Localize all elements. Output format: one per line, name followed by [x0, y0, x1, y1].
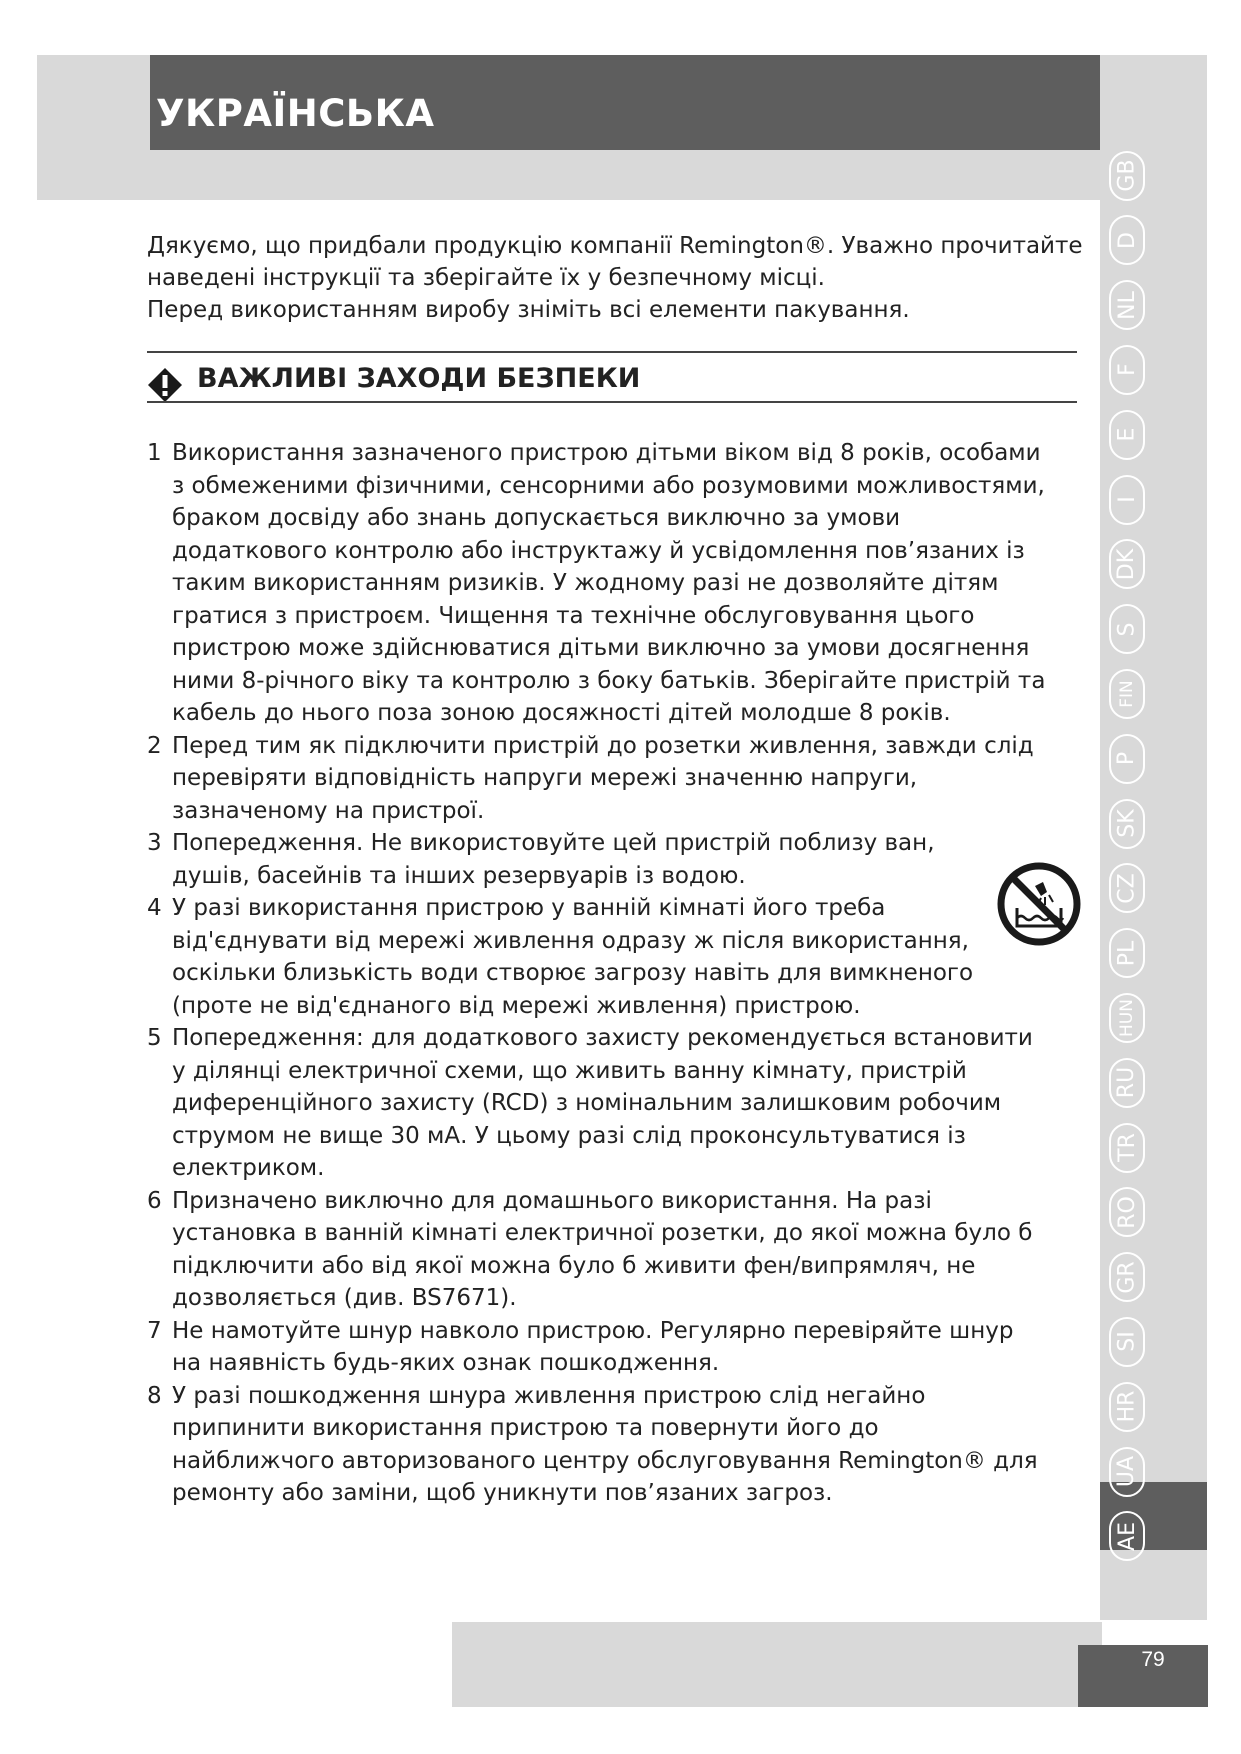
intro-text: [147, 230, 1097, 326]
language-tab-outline: [1109, 863, 1145, 913]
language-tab-dk[interactable]: [1107, 537, 1147, 592]
warning-diamond-icon: [147, 367, 183, 403]
language-tab-gb[interactable]: [1107, 148, 1147, 203]
language-tab-outline: [1109, 1317, 1145, 1367]
language-tab-hr[interactable]: [1107, 1379, 1147, 1434]
language-tab-label: HR: [1114, 1390, 1140, 1423]
item-text: Перед тим як підключити пристрій до розетки живлення, завжди слід перевіряти відповідність напруги мережі значенню напруги, зазначеному на пристрої.: [172, 732, 1034, 824]
language-tab-ro[interactable]: [1107, 1185, 1147, 1240]
language-tab-label: SK: [1114, 809, 1140, 838]
language-tab-outline: [1109, 475, 1145, 525]
list-item: [147, 892, 1047, 1022]
language-tab-label: S: [1114, 622, 1140, 637]
language-tab-label: SI: [1114, 1331, 1140, 1353]
language-tab-label: HUN: [1117, 998, 1138, 1037]
language-tab-outline: [1109, 280, 1145, 330]
language-tab-label: RO: [1114, 1195, 1140, 1229]
section-divider-bottom: [147, 401, 1077, 403]
no-bath-water-icon: [995, 860, 1083, 948]
language-tab-outline: [1109, 734, 1145, 784]
item-text: Не намотуйте шнур навколо пристрою. Регулярно перевіряйте шнур на наявність будь-яких ознак пошкодження.: [172, 1317, 1014, 1376]
item-text: Призначено виключно для домашнього використання. На разі установка в ванній кімнаті електричної розетки, до якої можна було б підключити або від якої можна було б живити фен/випрямляч, не дозволяється (див. BS7671).: [172, 1187, 1033, 1311]
item-number: 4: [147, 895, 162, 921]
language-tab-label: I: [1114, 496, 1140, 503]
language-tab-label: F: [1114, 363, 1140, 377]
item-number: 3: [147, 830, 162, 856]
item-number: 6: [147, 1187, 162, 1214]
language-tab-outline: [1109, 345, 1145, 395]
list-item: [147, 1380, 1047, 1510]
language-tab-s[interactable]: [1107, 602, 1147, 657]
footer-band: [452, 1622, 1102, 1707]
item-number: 8: [147, 1382, 162, 1409]
item-number: 1: [147, 440, 162, 466]
item-number: 2: [147, 732, 162, 759]
language-tab-label: NL: [1114, 290, 1140, 320]
language-tab-outline: [1109, 1382, 1145, 1432]
language-tab-outline: [1109, 215, 1145, 265]
item-text: У разі пошкодження шнура живлення пристрою слід негайно припинити використання пристрою та повернути його до найближчого авторизованого центру обслуговування Remington® для ремонту або заміни, щоб уникнути пов’язаних загроз.: [172, 1382, 1038, 1506]
language-tab-outline: [1109, 539, 1145, 589]
section-divider-top: [147, 351, 1077, 353]
language-tab-outline: [1109, 1123, 1145, 1173]
language-tab-outline: [1109, 1511, 1145, 1561]
language-tab-outline: [1109, 1058, 1145, 1108]
language-tab-outline: [1109, 1252, 1145, 1302]
page-title: УКРАЇНСЬКА: [156, 92, 435, 135]
list-item: [147, 1315, 1047, 1380]
language-tab-i[interactable]: [1107, 472, 1147, 527]
language-tab-outline: [1109, 1187, 1145, 1237]
language-tab-outline: [1109, 993, 1145, 1043]
language-tab-label: TR: [1114, 1133, 1140, 1162]
safety-list: [147, 437, 1047, 1510]
language-tab-sk[interactable]: [1107, 796, 1147, 851]
language-tab-p[interactable]: [1107, 731, 1147, 786]
intro-line: Перед використанням виробу зніміть всі елементи пакування.: [147, 297, 910, 323]
language-tab-d[interactable]: [1107, 213, 1147, 268]
language-tab-nl[interactable]: [1107, 278, 1147, 333]
language-tab-fin[interactable]: [1107, 666, 1147, 721]
item-text: Попередження. Не використовуйте цей пристрій поблизу ван, душів, басейнів та інших резервуарів із водою.: [172, 830, 935, 889]
language-tab-label: PL: [1114, 940, 1140, 966]
language-tab-ae[interactable]: [1107, 1509, 1147, 1564]
language-tab-label: GR: [1114, 1260, 1140, 1294]
language-tab-outline: [1109, 799, 1145, 849]
language-tab-si[interactable]: [1107, 1314, 1147, 1369]
language-tab-outline: [1109, 669, 1145, 719]
language-tab-outline: [1109, 1447, 1145, 1497]
language-tab-hun[interactable]: [1107, 990, 1147, 1045]
item-number: 7: [147, 1317, 162, 1344]
item-text: У разі використання пристрою у ванній кімнаті його треба від'єднувати від мережі живлення одразу ж після використання, оскільки близькість води створює загрозу навіть для вимкненого (проте не від'єднаного від мережі живлення) пристрою.: [172, 895, 974, 1019]
language-tab-label: P: [1114, 752, 1140, 766]
language-tab-gr[interactable]: [1107, 1250, 1147, 1305]
language-tab-outline: [1109, 604, 1145, 654]
language-tab-label: FIN: [1116, 680, 1137, 708]
item-number: 5: [147, 1025, 162, 1051]
list-item: [147, 1022, 1047, 1185]
list-item: [147, 827, 967, 892]
language-tab-f[interactable]: [1107, 342, 1147, 397]
language-tab-label: DK: [1114, 548, 1140, 580]
language-tab-tr[interactable]: [1107, 1120, 1147, 1175]
language-tab-pl[interactable]: [1107, 926, 1147, 981]
language-tab-cz[interactable]: [1107, 861, 1147, 916]
language-tab-label: UA: [1114, 1455, 1140, 1488]
language-tab-outline: [1109, 928, 1145, 978]
language-tab-ru[interactable]: [1107, 1055, 1147, 1110]
intro-line: Дякуємо, що придбали продукцію компанії Remington®. Уважно прочитайте наведені інструкції та зберігайте їх у безпечному місці.: [147, 233, 1083, 291]
section-title: ВАЖЛИВІ ЗАХОДИ БЕЗПЕКИ: [197, 363, 641, 394]
language-tab-outline: [1109, 410, 1145, 460]
list-item: [147, 1185, 1047, 1315]
item-text: Використання зазначеного пристрою дітьми віком від 8 років, особами з обмеженими фізичними, сенсорними або розумовими можливостями, браком досвіду або знань допускається виключно за умови додаткового контролю або інструктажу й усвідомлення пов’язаних із таким використанням ризиків. У жодному разі не дозволяйте дітям гратися з пристроєм. Чищення та технічне обслуговування цього пристрою може здійснюватися дітьми виключно за умови досягнення ними 8-річного віку та контролю з боку батьків. Зберігайте пристрій та кабель до нього поза зоною досяжності дітей молодше 8 років.: [172, 440, 1046, 726]
language-tab-label: RU: [1114, 1066, 1140, 1099]
language-tab-label: D: [1114, 231, 1140, 249]
language-tab-label: AE: [1114, 1521, 1140, 1551]
language-tab-outline: [1109, 151, 1145, 201]
page-number: 79: [1141, 1648, 1165, 1671]
language-tab-label: CZ: [1114, 873, 1140, 904]
list-item: [147, 437, 1047, 730]
list-item: [147, 730, 1047, 828]
language-tab-ua[interactable]: [1107, 1444, 1147, 1499]
language-tab-e[interactable]: [1107, 407, 1147, 462]
item-text: Попередження: для додаткового захисту рекомендується встановити у ділянці електричної схеми, що живить ванну кімнату, пристрій диференційного захисту (RCD) з номінальним залишковим робочим струмом не вище 30 мА. У цьому разі слід проконсультуватися із електриком.: [172, 1025, 1033, 1181]
language-tab-label: E: [1114, 427, 1140, 442]
language-tab-label: GB: [1114, 159, 1140, 192]
